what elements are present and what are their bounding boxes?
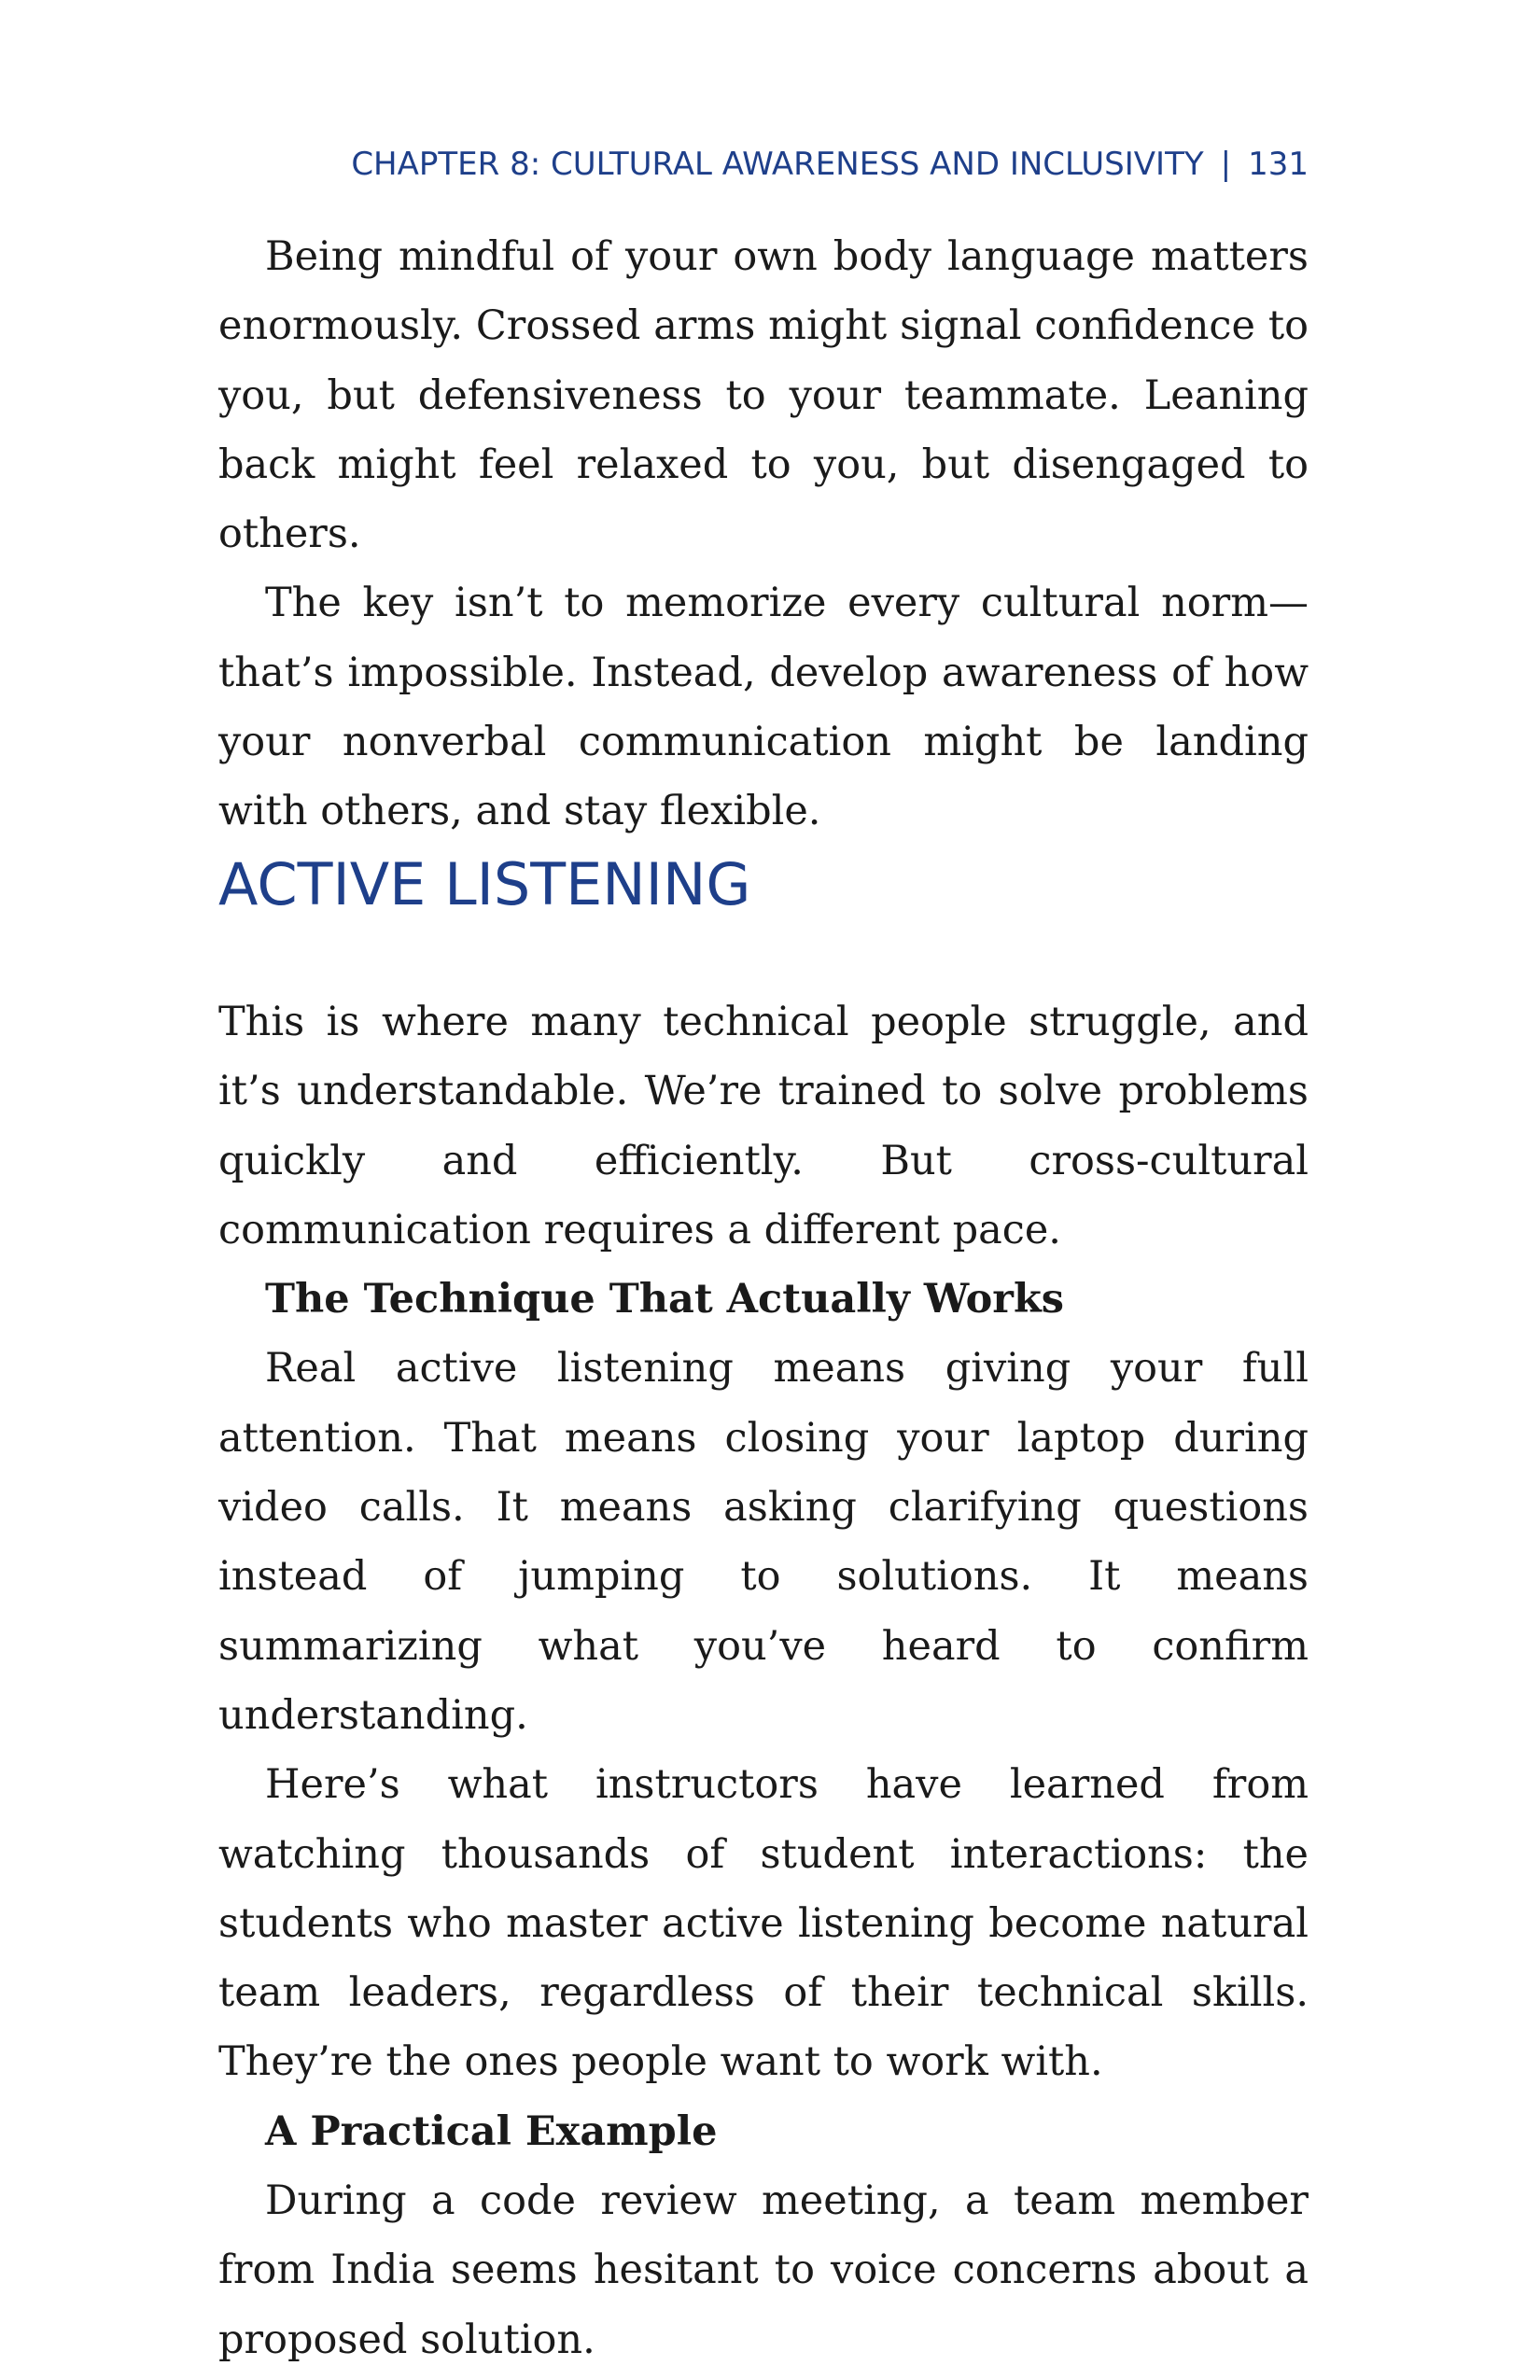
paragraph: Here’s what instructors have learned from watching thousands of student interactions: the students who master active listening become natural team leaders, regardless of their technical skills. They’re the ones people want to work with.: [218, 1761, 1309, 2086]
body-text-top: [218, 222, 1309, 847]
paragraph: This is where many technical people struggle, and it’s understandable. We’re trained to solve problems quickly and efficiently. But cross-cultural communication requires a different pace.: [218, 999, 1309, 1253]
paragraph: The key isn’t to memorize every cultural norm—that’s impossible. Instead, develop awareness of how your nonverbal communication might be landing with others, and stay flexible.: [218, 580, 1309, 835]
paragraph: Real active listening means giving your full attention. That means closing your laptop during video calls. It means asking clarifying questions instead of jumping to solutions. It means summarizing what you’ve heard to confirm understanding.: [218, 1345, 1309, 1739]
subheading: The Technique That Actually Works: [265, 1276, 1064, 1323]
chapter-title: CHAPTER 8: CULTURAL AWARENESS AND INCLUSIVITY: [351, 146, 1204, 183]
paragraph: During a code review meeting, a team member from India seems hesitant to voice concerns about a proposed solution.: [218, 2177, 1309, 2363]
section-heading: ACTIVE LISTENING: [218, 850, 751, 918]
running-header: [218, 146, 1309, 183]
header-separator: |: [1220, 146, 1232, 183]
page-number: 131: [1248, 146, 1309, 183]
paragraph: Being mindful of your own body language matters enormously. Crossed arms might signal confidence to you, but defensiveness to your teammate. Leaning back might feel relaxed to you, but disengaged to others.: [218, 233, 1309, 558]
subheading: A Practical Example: [265, 2107, 718, 2155]
body-text-section: [218, 987, 1309, 2374]
